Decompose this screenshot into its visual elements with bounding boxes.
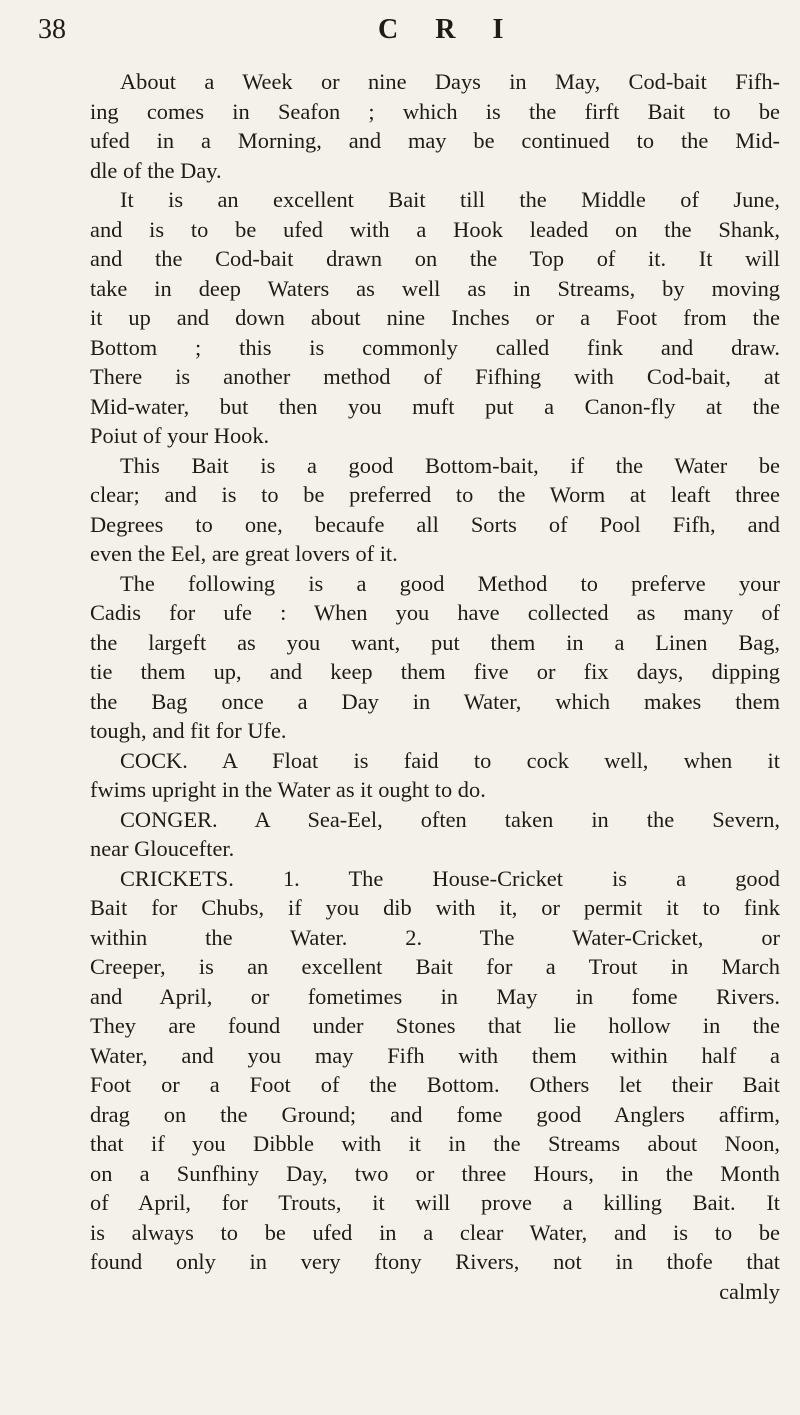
text-line: is always to be ufed in a clear Water, and is to be bbox=[90, 1219, 780, 1245]
text-line: The following is a good Method to preferve your bbox=[120, 570, 780, 596]
catchword: calmly bbox=[719, 1278, 780, 1304]
text-line: take in deep Waters as well as in Streams, by moving bbox=[90, 275, 780, 301]
text-line: clear; and is to be preferred to the Worm at leaft three bbox=[90, 482, 780, 507]
text-line: CRICKETS. 1. The House-Cricket is a good bbox=[120, 865, 780, 891]
text-line: COCK. A Float is faid to cock well, when it bbox=[120, 747, 780, 773]
text-line: tie them up, and keep them five or fix days, dipping bbox=[90, 659, 780, 684]
text-line: There is another method of Fifhing with Cod-bait, at bbox=[90, 364, 780, 389]
text-line: Poiut of your Hook. bbox=[90, 423, 270, 448]
text-line: Bait for Chubs, if you dib with it, or permit it to fink bbox=[90, 895, 780, 920]
text-line: Cadis for ufe : When you have collected as many of bbox=[90, 600, 780, 625]
text-line: Water, and you may Fifh with them within half a bbox=[90, 1042, 780, 1068]
page-header bbox=[38, 8, 778, 58]
text-line: of April, for Trouts, it will prove a killing Bait. It bbox=[90, 1190, 780, 1215]
text-line: Bottom ; this is commonly called fink and draw. bbox=[90, 334, 780, 360]
text-line: the Bag once a Day in Water, which makes them bbox=[90, 688, 780, 714]
text-line: within the Water. 2. The Water-Cricket, or bbox=[90, 924, 780, 950]
text-line: drag on the Ground; and fome good Anglers affirm, bbox=[90, 1101, 780, 1127]
text-line: even the Eel, are great lovers of it. bbox=[90, 541, 398, 566]
text-line: near Gloucefter. bbox=[90, 836, 235, 861]
page-number: 38 bbox=[38, 14, 66, 45]
text-line: It is an excellent Bait till the Middle of June, bbox=[120, 187, 780, 212]
body-text bbox=[90, 67, 780, 1306]
text-line: on a Sunfhiny Day, two or three Hours, in the Month bbox=[90, 1160, 780, 1186]
running-head: C R I bbox=[378, 14, 519, 45]
text-line: that if you Dibble with it in the Streams about Noon, bbox=[90, 1131, 780, 1156]
text-line: ing comes in Seafon ; which is the firft Bait to be bbox=[90, 98, 780, 124]
text-line: the largeft as you want, put them in a Linen Bag, bbox=[90, 629, 780, 655]
text-line: tough, and fit for Ufe. bbox=[90, 718, 287, 743]
text-line: They are found under Stones that lie hollow in the bbox=[90, 1013, 780, 1038]
text-line: Creeper, is an excellent Bait for a Trout in March bbox=[90, 954, 780, 979]
text-line: fwims upright in the Water as it ought to do. bbox=[90, 777, 486, 802]
text-line: Degrees to one, becaufe all Sorts of Pool Fifh, and bbox=[90, 511, 780, 537]
text-line: found only in very ftony Rivers, not in thofe that bbox=[90, 1249, 780, 1274]
text-line: About a Week or nine Days in May, Cod-bait Fifh- bbox=[120, 69, 780, 94]
text-line: dle of the Day. bbox=[90, 157, 222, 183]
text-line: ufed in a Morning, and may be continued to the Mid- bbox=[90, 128, 780, 153]
text-line: it up and down about nine Inches or a Foot from the bbox=[90, 305, 780, 330]
text-line: and is to be ufed with a Hook leaded on the Shank, bbox=[90, 216, 780, 242]
text-line: CONGER. A Sea-Eel, often taken in the Severn, bbox=[120, 806, 780, 832]
text-line: This Bait is a good Bottom-bait, if the Water be bbox=[120, 452, 780, 478]
text-line: and the Cod-bait drawn on the Top of it. It will bbox=[90, 246, 780, 271]
text-line: and April, or fometimes in May in fome Rivers. bbox=[90, 983, 780, 1009]
text-line: Mid-water, but then you muft put a Canon-fly at the bbox=[90, 393, 780, 419]
text-line: Foot or a Foot of the Bottom. Others let their Bait bbox=[90, 1072, 780, 1097]
